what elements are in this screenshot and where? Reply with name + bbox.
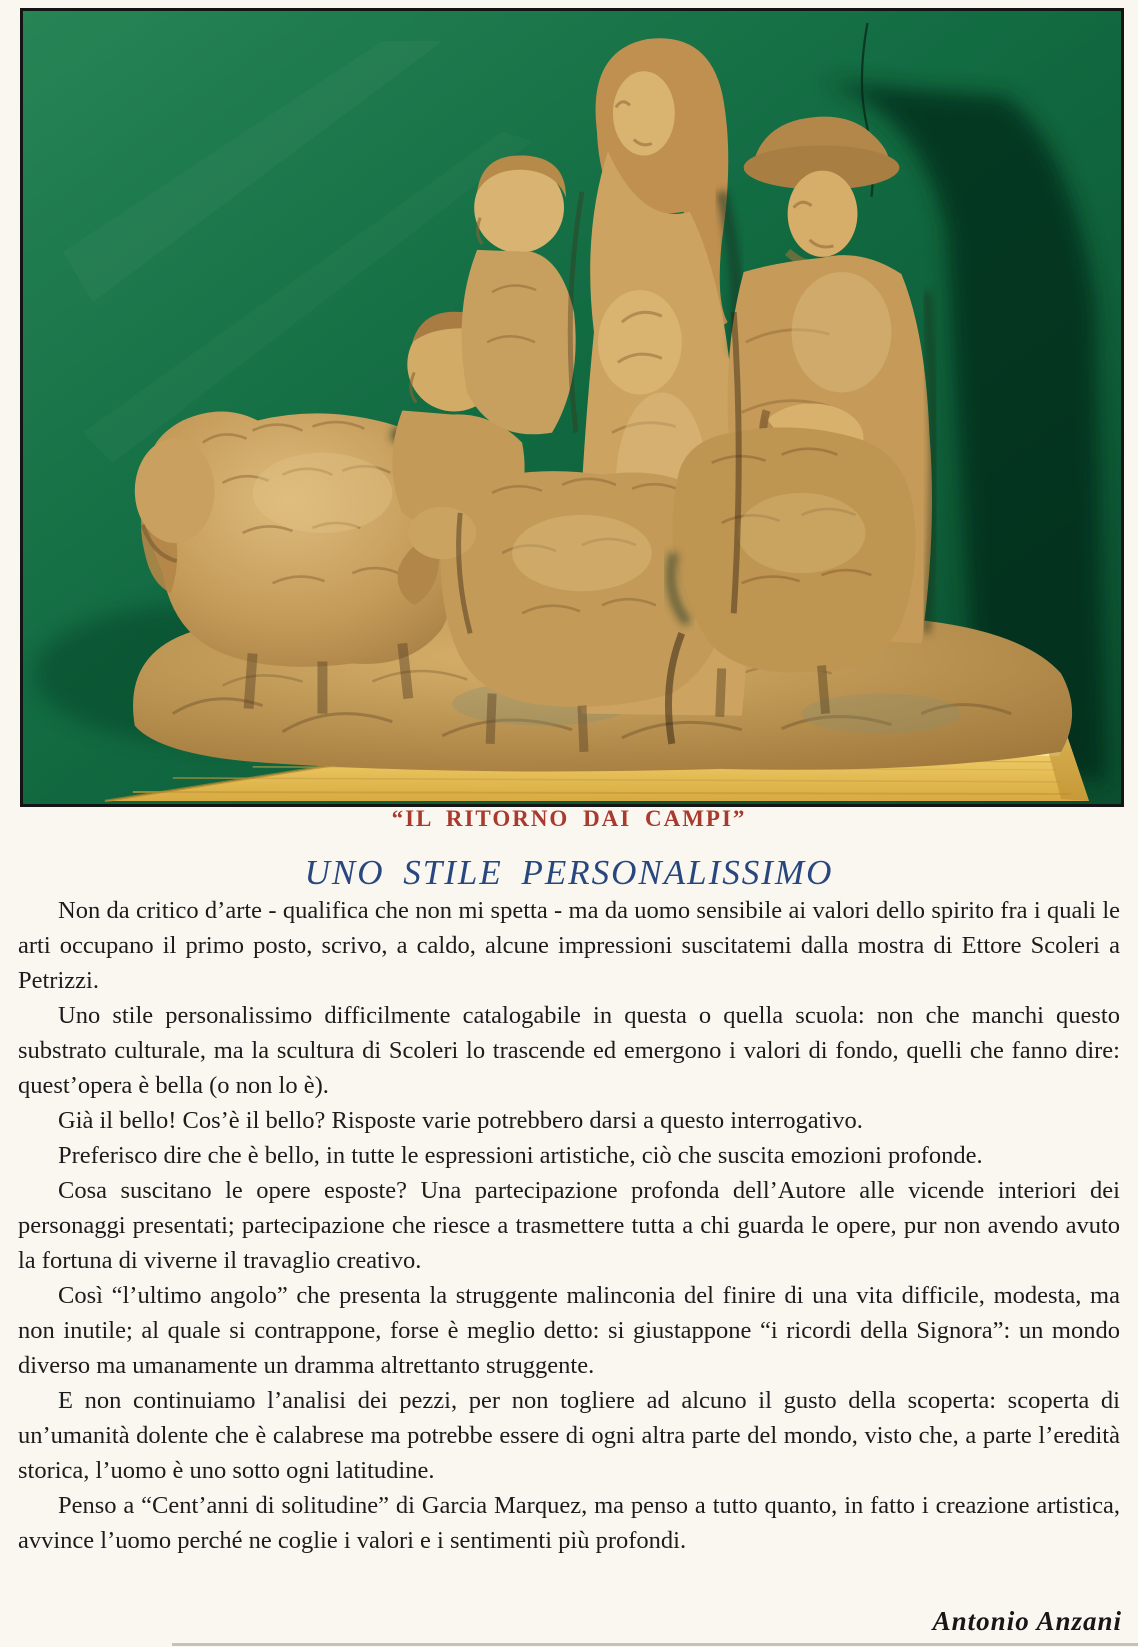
article-paragraph: Preferisco dire che è bello, in tutte le espressioni artistiche, ciò che suscita emozioni profonde. [58,1142,983,1169]
author-signature: Antonio Anzani [932,1606,1122,1636]
article-title: UNO STILE PERSONALISSIMO [304,853,834,892]
article-paragraph: Uno stile personalissimo difficilmente catalogabile in questa o quella scuola: non che manchi questo substrato culturale, ma la scultura di Scoleri lo trascende ed emergono i valori di fondo, quelli che fanno dire: quest’opera è bella (o non lo è). [18,1002,1120,1099]
page-edge-line [172,1643,1138,1646]
article-paragraph: Così “l’ultimo angolo” che presenta la struggente malinconia del finire di una vita difficile, modesta, ma non inutile; al quale si contrappone, forse è meglio detto: si giustappone “i ricordi della Signora”: un mondo diverso ma umanamente un dramma altrettanto struggente. [18,1282,1120,1379]
article-paragraph: Già il bello! Cos’è il bello? Risposte varie potrebbero darsi a questo interrogativo. [58,1107,863,1134]
article-paragraph: Cosa suscitano le opere esposte? Una partecipazione profonda dell’Autore alle vicende interiori dei personaggi presentati; partecipazione che riesce a trasmettere tutta a chi guarda le opere, pur non avendo avuto la fortuna di viverne il travaglio creativo. [18,1177,1120,1274]
photo-caption: “IL RITORNO DAI CAMPI” [391,806,747,831]
article-body [18,893,1120,1558]
article-paragraph: E non continuiamo l’analisi dei pezzi, per non togliere ad alcuno il gusto della scoperta: scoperta di un’umanità dolente che è calabrese ma potrebbe essere di ogni altra parte del mondo, visto che, a parte l’eredità storica, l’uomo è uno sotto ogni latitudine. [18,1387,1120,1484]
sculpture-photo [20,8,1124,807]
sculpture-illustration [23,11,1121,804]
article-paragraph: Penso a “Cent’anni di solitudine” di Garcia Marquez, ma penso a tutto quanto, in fatto i creazione artistica, avvince l’uomo perché ne coglie i valori e i sentimenti più profondi. [18,1492,1120,1554]
article-paragraph: Non da critico d’arte - qualifica che non mi spetta - ma da uomo sensibile ai valori dello spirito fra i quali le arti occupano il primo posto, scrivo, a caldo, alcune impressioni suscitatemi dalla mostra di Ettore Scoleri a Petrizzi. [18,897,1120,994]
child-figure-left [462,155,576,434]
